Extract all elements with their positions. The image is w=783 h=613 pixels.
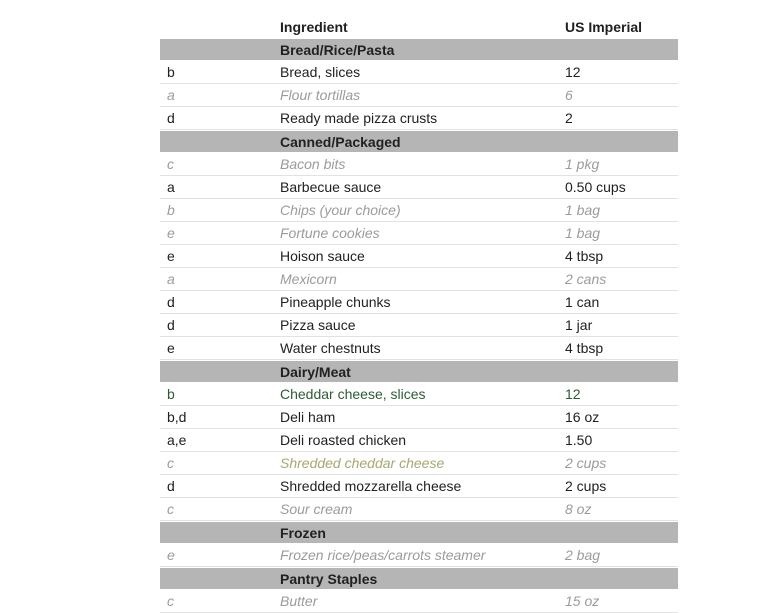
recipe-code-cell: a,e	[167, 432, 187, 448]
ingredient-name-cell: Sour cream	[280, 501, 353, 517]
section-title: Bread/Rice/Pasta	[280, 41, 395, 58]
ingredient-name-cell: Bacon bits	[280, 156, 346, 172]
ingredient-name-cell: Deli ham	[280, 409, 336, 425]
recipe-code-cell: d	[167, 317, 175, 333]
recipe-code-cell: d	[167, 478, 175, 494]
ingredient-name-cell: Chips (your choice)	[280, 202, 401, 218]
table-row	[160, 498, 678, 521]
recipe-code-cell: b,d	[167, 409, 187, 425]
recipe-code-cell: c	[167, 455, 174, 471]
section-header-row	[160, 567, 678, 590]
ingredient-name-cell: Pizza sauce	[280, 317, 356, 333]
ingredient-name-cell: Barbecue sauce	[280, 179, 382, 195]
quantity-cell: 2 bag	[565, 547, 601, 563]
quantity-cell: 1 can	[565, 294, 600, 310]
table-row	[160, 383, 678, 406]
recipe-code-cell: b	[167, 202, 175, 218]
grocery-list-table	[160, 15, 678, 613]
ingredient-name-cell: Deli roasted chicken	[280, 432, 407, 448]
recipe-code-cell: d	[167, 110, 175, 126]
table-row	[160, 452, 678, 475]
quantity-column-header: US Imperial	[565, 18, 643, 35]
ingredient-name-cell: Butter	[280, 593, 318, 609]
table-row	[160, 429, 678, 452]
table-row	[160, 291, 678, 314]
section-title: Canned/Packaged	[280, 133, 401, 150]
recipe-code-cell: a	[167, 271, 175, 287]
ingredient-column-header: Ingredient	[280, 18, 348, 35]
table-row	[160, 314, 678, 337]
table-row	[160, 199, 678, 222]
ingredient-name-cell: Shredded cheddar cheese	[280, 455, 445, 471]
section-title: Pantry Staples	[280, 570, 378, 587]
recipe-code-cell: c	[167, 593, 174, 609]
quantity-cell: 4 tbsp	[565, 248, 604, 264]
table-row	[160, 245, 678, 268]
section-header-row	[160, 130, 678, 153]
quantity-cell: 2 cups	[565, 478, 607, 494]
quantity-cell: 1 bag	[565, 225, 601, 241]
recipe-code-cell: d	[167, 294, 175, 310]
table-row	[160, 176, 678, 199]
table-row	[160, 268, 678, 291]
quantity-cell: 2 cups	[565, 455, 607, 471]
section-header-row	[160, 38, 678, 61]
quantity-cell: 2 cans	[565, 271, 607, 287]
quantity-cell: 8 oz	[565, 501, 592, 517]
recipe-code-cell: c	[167, 501, 174, 517]
recipe-code-cell: e	[167, 547, 175, 563]
recipe-code-cell: e	[167, 248, 175, 264]
quantity-cell: 2	[565, 110, 573, 126]
table-row	[160, 475, 678, 498]
table-row	[160, 406, 678, 429]
quantity-cell: 12	[565, 64, 581, 80]
quantity-cell: 1 bag	[565, 202, 601, 218]
table-row	[160, 337, 678, 360]
quantity-cell: 1 pkg	[565, 156, 600, 172]
recipe-code-cell: a	[167, 87, 175, 103]
ingredient-name-cell: Mexicorn	[280, 271, 337, 287]
ingredient-name-cell: Ready made pizza crusts	[280, 110, 438, 126]
recipe-code-cell: b	[167, 386, 175, 402]
table-row	[160, 590, 678, 613]
table-body	[160, 38, 678, 613]
ingredient-name-cell: Shredded mozzarella cheese	[280, 478, 462, 494]
quantity-cell: 1 jar	[565, 317, 593, 333]
recipe-code-cell: c	[167, 156, 174, 172]
recipe-code-cell: e	[167, 225, 175, 241]
recipe-code-cell: a	[167, 179, 175, 195]
table-header-row	[160, 15, 678, 38]
section-title: Dairy/Meat	[280, 363, 351, 380]
quantity-cell: 16 oz	[565, 409, 600, 425]
section-header-row	[160, 521, 678, 544]
table-row	[160, 61, 678, 84]
ingredient-name-cell: Hoison sauce	[280, 248, 365, 264]
ingredient-name-cell: Cheddar cheese, slices	[280, 386, 426, 402]
recipe-code-cell: e	[167, 340, 175, 356]
table-row	[160, 544, 678, 567]
quantity-cell: 12	[565, 386, 581, 402]
quantity-cell: 1.50	[565, 432, 593, 448]
table-row	[160, 84, 678, 107]
section-header-row	[160, 360, 678, 383]
section-title: Frozen	[280, 524, 326, 541]
ingredient-name-cell: Fortune cookies	[280, 225, 380, 241]
table-row	[160, 153, 678, 176]
table-row	[160, 222, 678, 245]
ingredient-name-cell: Flour tortillas	[280, 87, 361, 103]
recipe-code-cell: b	[167, 64, 175, 80]
quantity-cell: 6	[565, 87, 573, 103]
quantity-cell: 0.50 cups	[565, 179, 626, 195]
ingredient-name-cell: Water chestnuts	[280, 340, 381, 356]
ingredient-name-cell: Frozen rice/peas/carrots steamer	[280, 547, 486, 563]
quantity-cell: 4 tbsp	[565, 340, 604, 356]
ingredient-name-cell: Bread, slices	[280, 64, 361, 80]
quantity-cell: 15 oz	[565, 593, 600, 609]
table-row	[160, 107, 678, 130]
ingredient-name-cell: Pineapple chunks	[280, 294, 391, 310]
